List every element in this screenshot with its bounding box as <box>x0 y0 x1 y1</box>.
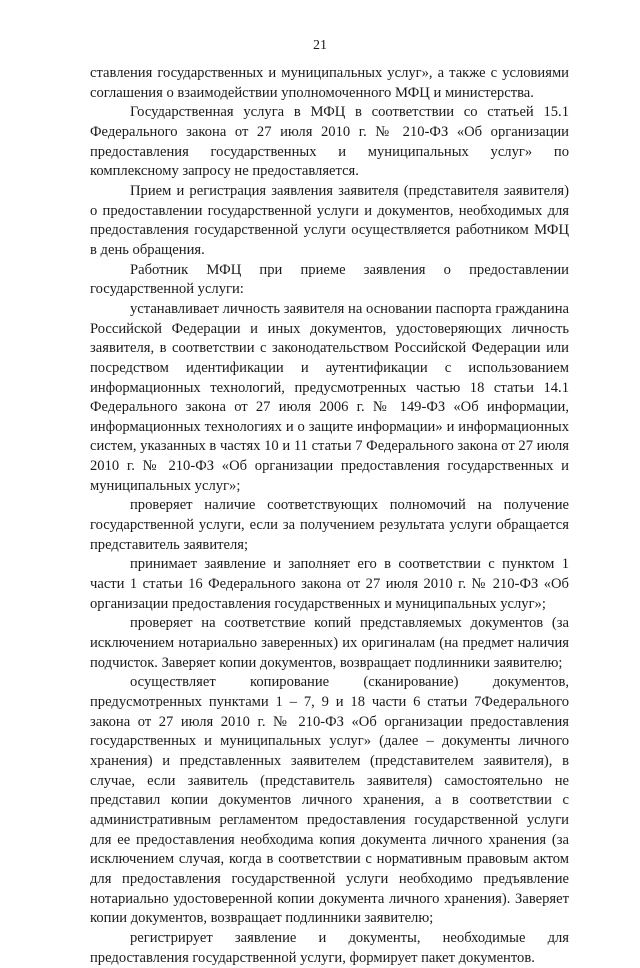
paragraph-continuation: ставления государственных и муниципальных услуг», а также с условиями соглашения о взаимодействии уполномоченного МФЦ и министерства. <box>90 65 569 101</box>
document-body <box>90 64 569 968</box>
paragraph-complex-request: Государственная услуга в МФЦ в соответствии со статьей 15.1 Федерального закона от 27 июля 2010 г. № 210-ФЗ «Об организации предоставления государственных и муниципальных услуг» по комплексному запросу не предоставляется. <box>90 104 569 180</box>
page-number: 21 <box>313 38 327 53</box>
paragraph-identity-check: устанавливает личность заявителя на основании паспорта гражданина Российской Федерации и иных документов, удостоверяющих личность заявителя, в соответствии с законодательством Российской Федерации или посредством идентификации и аутентификации с использованием информационных технологий, предусмотренных частью 18 статьи 14.1 Федерального закона от 27 июля 2006 г. № 149-ФЗ «Об информации, информационных технологиях и о защите информации» и информационных систем, указанных в частях 10 и 11 статьи 7 Федерального закона от 27 июля 2010 г. № 210-ФЗ «Об организации предоставления государственных и муниципальных услуг»; <box>90 300 569 494</box>
paragraph-copying-documents: осуществляет копирование (сканирование) документов, предусмотренных пунктами 1 – 7, 9 и 18 части 6 статьи 7Федерального закона от 27 июля 2010 г. № 210-ФЗ «Об организации предоставления государственных и муниципальных услуг» (далее – документы личного хранения) и представленных заявителем (представителем заявителя), в случае, если заявитель (представитель заявителя) самостоятельно не представил копии документов личного хранения, а в соответствии с административным регламентом предоставления государственной услуги для ее предоставления необходима копия документа личного хранения (за исключением случая, когда в соответствии с нормативным правовым актом для предоставления государственной услуги необходимо предъявление нотариально удостоверенной копии документа личного хранения). Заверяет копии документов, возвращает подлинники заявителю; <box>90 674 569 927</box>
paragraph-worker-duties-intro: Работник МФЦ при приеме заявления о предоставлении государственной услуги: <box>90 261 569 298</box>
paragraph-register-documents: регистрирует заявление и документы, необходимые для предоставления государственной услуги, формирует пакет документов. <box>90 929 569 966</box>
paragraph-accept-application: принимает заявление и заполняет его в соответствии с пунктом 1 части 1 статьи 16 Федерального закона от 27 июля 2010 г. № 210-ФЗ «Об организации предоставления государственных и муниципальных услуг»; <box>90 556 569 612</box>
paragraph-copy-verification: проверяет на соответствие копий представляемых документов (за исключением нотариально заверенных) их оригиналам (на предмет наличия подчисток. Заверяет копии документов, возвращает подлинники заявителю; <box>90 615 569 671</box>
paragraph-registration: Прием и регистрация заявления заявителя (представителя заявителя) о предоставлении государственной услуги и документов, необходимых для предоставления государственной услуги осуществляется работником МФЦ в день обращения. <box>90 182 569 258</box>
paragraph-authority-check: проверяет наличие соответствующих полномочий на получение государственной услуги, если за получением результата услуги обращается представитель заявителя; <box>90 497 569 553</box>
